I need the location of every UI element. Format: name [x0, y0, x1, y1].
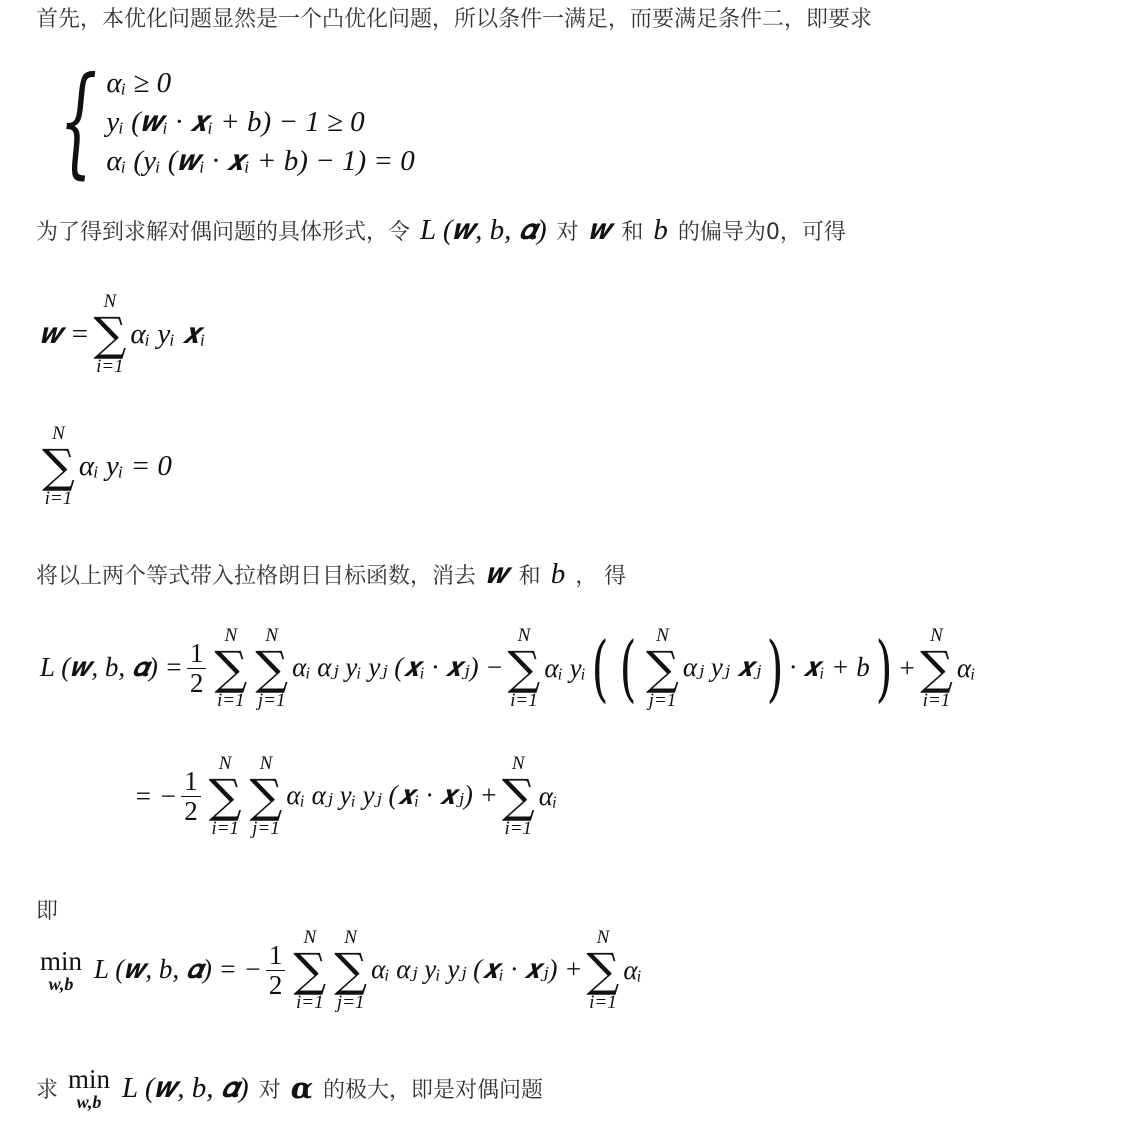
text: 对 [258, 1078, 281, 1103]
text: ， 得 [575, 564, 627, 589]
fraction: $\frac{1}{2}$ [187, 639, 207, 697]
summation: N ∑ i=1 [920, 625, 953, 711]
summation: N ∑ j=1 [334, 927, 368, 1013]
body: αᵢ αⱼ yᵢ yⱼ (𝒙ᵢ · 𝒙ⱼ) − [292, 652, 504, 682]
text: 对 [556, 220, 579, 245]
lhs: L (𝒘, b, 𝜶) = − [94, 954, 262, 984]
summation: N ∑ i=1 [42, 423, 75, 509]
body: αᵢ yᵢ [544, 652, 586, 683]
paragraph-ie: 即 [36, 899, 59, 924]
equation-min [40, 928, 642, 1012]
condition-2: yᵢ (𝒘ᵢ · 𝒙ᵢ + b) − 1 ≥ 0 [106, 105, 365, 138]
intro-paragraph: 首先，本优化问题显然是一个凸优化问题，所以条件一满足，而要满足条件二，即要求 [36, 7, 873, 32]
summation: N ∑ i=1 [293, 927, 327, 1013]
paragraph-substitute [36, 558, 626, 591]
summation: N ∑ i=1 [586, 927, 620, 1013]
lhs: L (𝒘, b, 𝜶) = [40, 652, 183, 682]
text: 的偏导为0，可得 [677, 220, 846, 245]
summation: N ∑ i=1 [214, 625, 248, 711]
paragraph-dual [36, 1066, 543, 1111]
var-w: 𝒘 [588, 214, 612, 246]
condition-1: αᵢ ≥ 0 [106, 66, 172, 99]
var-alpha: 𝜶 [290, 1073, 314, 1105]
text: 和 [621, 220, 644, 245]
min-operator: min w,b [68, 1064, 111, 1112]
equation-w [40, 292, 205, 376]
kkt-conditions [40, 52, 415, 191]
body: αᵢ [956, 652, 976, 683]
summation: N ∑ i=1 [208, 753, 242, 839]
min-operator: min w,b [40, 945, 83, 994]
equation-lagrangian-simplified [134, 754, 557, 838]
body: αᵢ yᵢ = 0 [78, 449, 172, 482]
body: αᵢ yᵢ 𝒙ᵢ [130, 317, 206, 350]
paragraph-derivative [36, 214, 846, 247]
summation: N ∑ j=1 [646, 625, 679, 711]
equation-lagrangian: L (𝒘, b, 𝜶) = $\frac{1}{2}$ N ∑ i=1 N ∑ j=1 αᵢ αⱼ yᵢ yⱼ (𝒙ᵢ · 𝒙ⱼ) − N ∑ i=1 αᵢ yᵢ ( ( N ∑ j=1 αⱼ yⱼ 𝒙ⱼ ) · 𝒙ᵢ + b ) + N ∑ i=1 αᵢ [40, 625, 976, 711]
summation: N ∑ i=1 [93, 291, 127, 377]
var-b: b [653, 214, 668, 246]
inner: αⱼ yⱼ 𝒙ⱼ [682, 652, 762, 682]
lagrangian: L (𝒘, b, 𝜶) [420, 214, 547, 246]
var-b: b [550, 558, 566, 590]
text: 的极大，即是对偶问题 [323, 1078, 544, 1103]
text: 将以上两个等式带入拉格朗日目标函数，消去 [36, 564, 477, 589]
summation: N ∑ i=1 [501, 753, 535, 839]
body: αᵢ αⱼ yᵢ yⱼ (𝒙ᵢ · 𝒙ⱼ) + [286, 780, 498, 810]
text: 为了得到求解对偶问题的具体形式，令 [36, 220, 411, 245]
fraction: $\frac{1}{2}$ [266, 941, 286, 999]
summation: N ∑ i=1 [507, 625, 541, 711]
lhs: = − [134, 780, 178, 811]
lagrangian: L (𝒘, b, 𝜶) [122, 1072, 249, 1104]
summation: N ∑ j=1 [255, 625, 289, 711]
plus: + [897, 652, 917, 683]
body: αᵢ αⱼ yᵢ yⱼ (𝒙ᵢ · 𝒙ⱼ) + [371, 954, 583, 984]
body: αᵢ [623, 954, 642, 985]
lhs: 𝒘 = [40, 317, 90, 350]
var-w: 𝒘 [486, 558, 509, 590]
body: αᵢ [538, 780, 558, 811]
text: 和 [518, 564, 541, 589]
equation-sum-zero [38, 424, 172, 508]
body: · 𝒙ᵢ + b [789, 652, 870, 682]
condition-3: αᵢ (yᵢ (𝒘ᵢ · 𝒙ᵢ + b) − 1) = 0 [106, 144, 415, 177]
left-brace: { [59, 52, 98, 191]
summation: N ∑ j=1 [249, 753, 283, 839]
fraction: $\frac{1}{2}$ [181, 767, 201, 825]
text: 求 [36, 1078, 59, 1103]
